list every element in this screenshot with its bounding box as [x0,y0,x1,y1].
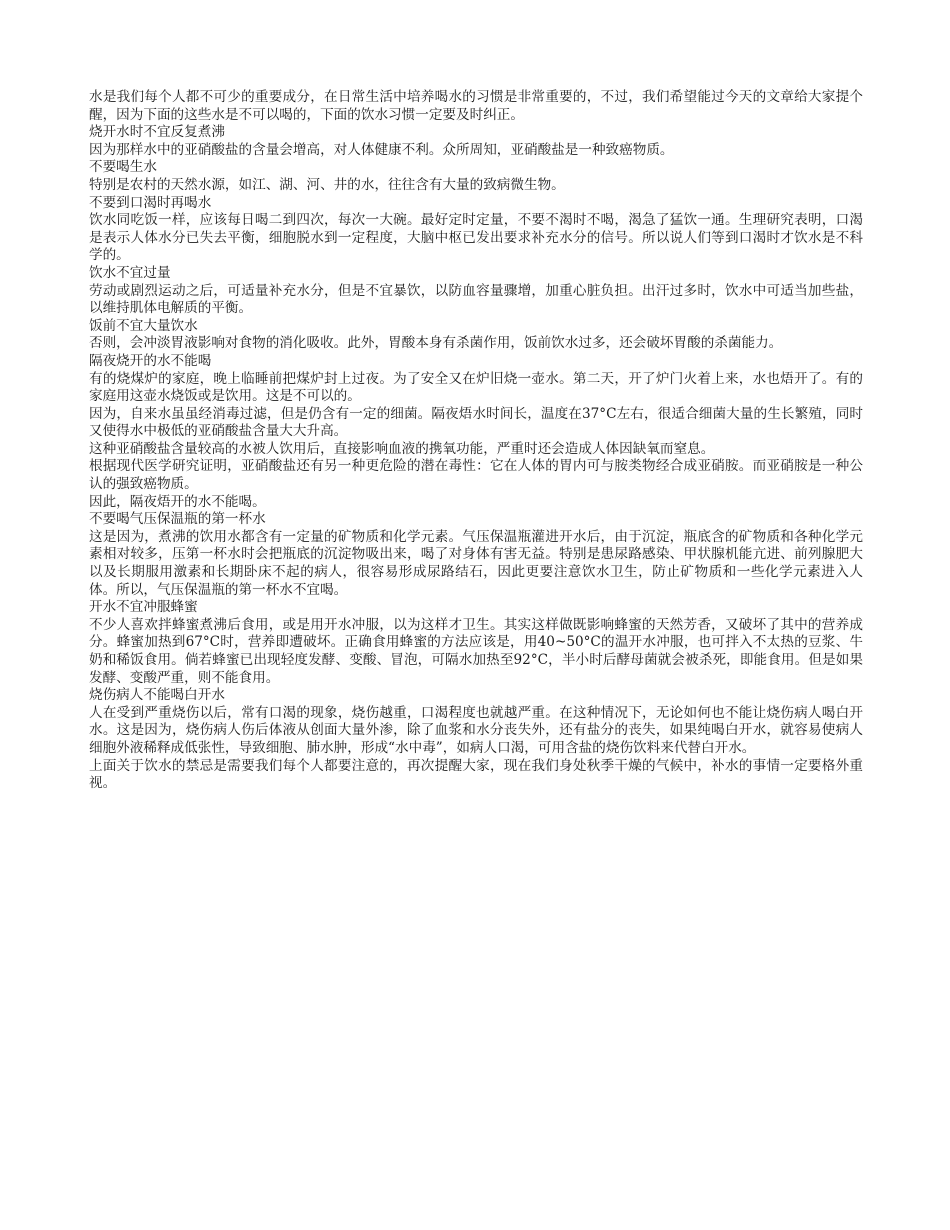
section-paragraph: 否则，会冲淡胃液影响对食物的消化吸收。此外，胃酸本身有杀菌作用，饭前饮水过多，还会破坏胃酸的杀菌能力。 [89,335,783,352]
section-heading-reboil: 烧开水时不宜反复煮沸 [89,124,225,141]
section-heading-thirst: 不要到口渴时再喝水 [89,194,212,211]
intro-paragraph: 水是我们每个人都不可少的重要成分，在日常生活中培养喝水的习惯是非常重要的，不过，我们希望能过今天的文章给大家提个醒，因为下面的这些水是不可以喝的，下面的饮水习惯一定要及时纠正。 [89,89,863,123]
section-heading-thermos: 不要喝气压保温瓶的第一杯水 [89,511,266,528]
section-paragraph: 因此，隔夜焐开的水不能喝。 [89,493,266,510]
section-paragraph: 不少人喜欢拌蜂蜜煮沸后食用，或是用开水冲服，以为这样才卫生。其实这样做既影响蜂蜜的天然芳香，又破坏了其中的营养成分。蜂蜜加热到67°C时，营养即遭破坏。正确食用蜂蜜的方法应该是，用40~50°C的温开水冲服，也可拌入不太热的豆浆、牛奶和稀饭食用。倘若蜂蜜已出现轻度发酵、变酸、冒泡，可隔水加热至92°C，半小时后酵母菌就会被杀死，即能食用。但是如果发酵、变酸严重，则不能食用。 [89,616,863,686]
section-heading-overdrink: 饮水不宜过量 [89,264,171,281]
section-heading-burn: 烧伤病人不能喝白开水 [89,687,225,704]
section-heading-overnight: 隔夜烧开的水不能喝 [89,352,212,369]
section-paragraph: 劳动或剧烈运动之后，可适量补充水分，但是不宜暴饮，以防血容量骤增，加重心脏负担。出汗过多时，饮水中可适当加些盐，以维持肌体电解质的平衡。 [89,282,863,317]
section-paragraph: 有的烧煤炉的家庭，晚上临睡前把煤炉封上过夜。为了安全又在炉旧烧一壶水。第二天，开了炉门火着上来，水也焐开了。有的家庭用这壶水烧饭或是饮用。这是不可以的。 [89,370,863,405]
section-heading-honey: 开水不宜冲服蜂蜜 [89,599,198,616]
section-heading-raw-water: 不要喝生水 [89,159,157,176]
section-paragraph: 这种亚硝酸盐含量较高的水被人饮用后，直接影响血液的携氧功能，严重时还会造成人体因缺氧而窒息。 [89,440,715,457]
article-body [89,89,863,793]
section-paragraph: 人在受到严重烧伤以后，常有口渴的现象，烧伤越重，口渴程度也就越严重。在这种情况下，无论如何也不能让烧伤病人喝白开水。这是因为，烧伤病人伤后体液从创面大量外渗，除了血浆和水分丧失外，还有盐分的丧失，如果纯喝白开水，就容易使病人细胞外液稀释成低张性，导致细胞、肺水肿，形成“水中毒”，如病人口渴，可用含盐的烧伤饮料来代替白开水。 [89,704,863,756]
section-paragraph: 根据现代医学研究证明，亚硝酸盐还有另一种更危险的潜在毒性：它在人体的胃内可与胺类物经合成亚硝胺。而亚硝胺是一种公认的强致癌物质。 [89,458,863,493]
section-paragraph: 饮水同吃饭一样，应该每日喝二到四次，每次一大碗。最好定时定量，不要不渴时不喝，渴急了猛饮一通。生理研究表明，口渴是表示人体水分已失去平衡，细胞脱水到一定程度，大脑中枢已发出要求补充水分的信号。所以说人们等到口渴时才饮水是不科学的。 [89,212,863,264]
section-paragraph: 这是因为，煮沸的饮用水都含有一定量的矿物质和化学元素。气压保温瓶灌进开水后，由于沉淀，瓶底含的矿物质和各种化学元素相对较多，压第一杯水时会把瓶底的沉淀物吸出来，喝了对身体有害无益。特别是患尿路感染、甲状腺机能亢进、前列腺肥大以及长期服用激素和长期卧床不起的病人，很容易形成尿路结石，因此更要注意饮水卫生，防止矿物质和一些化学元素进入人体。所以，气压保温瓶的第一杯水不宜喝。 [89,528,863,598]
section-paragraph: 因为那样水中的亚硝酸盐的含量会增高，对人体健康不利。众所周知，亚硝酸盐是一种致癌物质。 [89,141,674,158]
section-heading-before-meal: 饭前不宜大量饮水 [89,317,198,334]
section-paragraph: 特别是农村的天然水源，如江、湖、河、井的水，往往含有大量的致病微生物。 [89,176,565,193]
conclusion-paragraph: 上面关于饮水的禁忌是需要我们每个人都要注意的，再次提醒大家，现在我们身处秋季干燥的气候中，补水的事情一定要格外重视。 [89,757,863,792]
section-paragraph: 因为，自来水虽虽经消毒过滤，但是仍含有一定的细菌。隔夜焐水时间长，温度在37°C左右，很适合细菌大量的生长繁殖，同时又使得水中极低的亚硝酸盐含量大大升高。 [89,405,863,440]
